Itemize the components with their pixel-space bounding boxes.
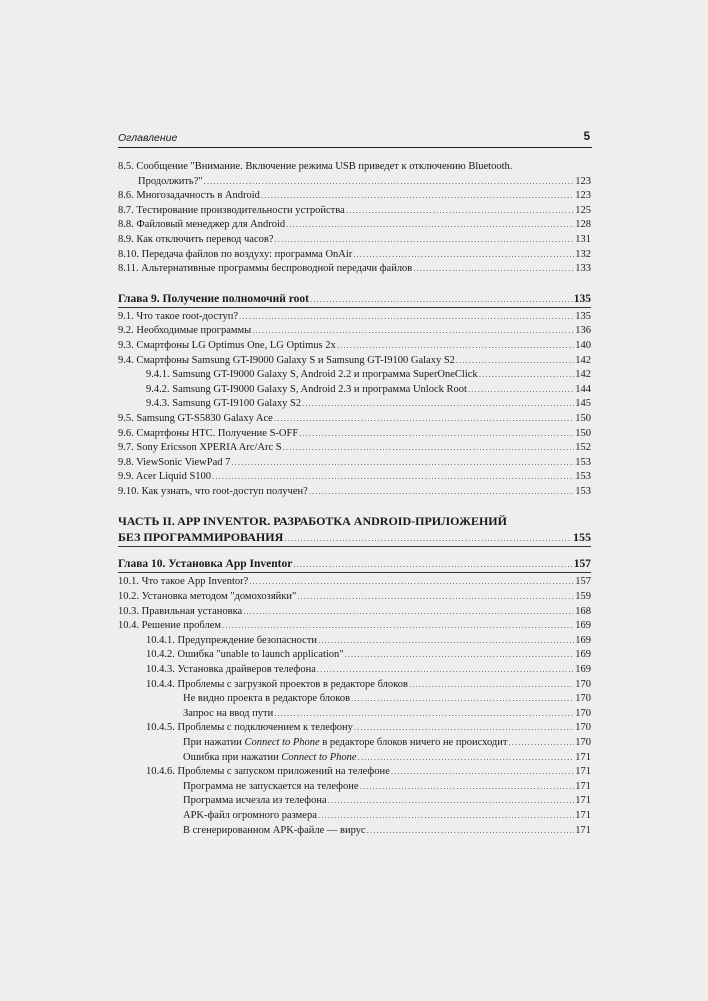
toc-subentry[interactable]: 10.4.5. Проблемы с подключением к телефону ..... 170 — [118, 721, 591, 736]
toc-subentry[interactable]: 10.4.6. Проблемы с запуском приложений на телефоне ..... 171 — [118, 765, 591, 780]
toc-entry[interactable]: 10.2. Установка методом "домохозяйки" ..... 159 — [118, 590, 591, 605]
toc-entry[interactable]: 8.11. Альтернативные программы беспроводной передачи файлов ..... 133 — [118, 262, 591, 277]
chapter-heading[interactable]: Глава 10. Установка App Inventor ..... 157 — [118, 556, 591, 573]
toc-entry[interactable]: 9.2. Необходимые программы ..... 136 — [118, 324, 591, 339]
toc-entry[interactable]: 8.8. Файловый менеджер для Android ..... 128 — [118, 218, 591, 233]
toc-entry[interactable]: 10.3. Правильная установка ..... 168 — [118, 605, 591, 620]
toc-subsubentry[interactable]: В сгенерированном APK-файле — вирус ..... 171 — [118, 824, 591, 839]
toc-entry[interactable]: 9.3. Смартфоны LG Optimus One, LG Optimus 2x ..... 140 — [118, 339, 591, 354]
toc-entry[interactable]: 9.9. Acer Liquid S100 ..... 153 — [118, 470, 591, 485]
toc-entry[interactable]: Продолжить?" ..... 123 — [118, 175, 591, 190]
toc-entry[interactable]: 9.7. Sony Ericsson XPERIA Arc/Arc S ..... 152 — [118, 441, 591, 456]
toc-subsubentry[interactable]: Ошибка при нажатии Connect to Phone ..... 171 — [118, 751, 591, 766]
toc-entry[interactable]: 9.10. Как узнать, что root-доступ получен? ..... 153 — [118, 485, 591, 500]
toc-subentry[interactable]: 9.4.3. Samsung GT-I9100 Galaxy S2 ..... 145 — [118, 397, 591, 412]
toc-subentry[interactable]: 10.4.2. Ошибка "unable to launch application" ..... 169 — [118, 648, 591, 663]
page-number: 5 — [583, 131, 590, 143]
toc-entry[interactable]: 9.6. Смартфоны HTC. Получение S-OFF ..... 150 — [118, 427, 591, 442]
toc-entry[interactable]: 9.8. ViewSonic ViewPad 7 ..... 153 — [118, 456, 591, 471]
toc-subentry[interactable]: 9.4.2. Samsung GT-I9000 Galaxy S, Android 2.3 и программа Unlock Root ..... 144 — [118, 383, 591, 398]
toc-entry[interactable]: 10.1. Что такое App Inventor? ..... 157 — [118, 575, 591, 590]
toc-entry[interactable]: 8.6. Многозадачность в Android ..... 123 — [118, 189, 591, 204]
section-title: Оглавление — [118, 132, 178, 144]
toc-entry[interactable]: 9.4. Смартфоны Samsung GT-I9000 Galaxy S и Samsung GT-I9100 Galaxy S2 ..... 142 — [118, 354, 591, 369]
toc-subentry[interactable]: 10.4.3. Установка драйверов телефона ..... 169 — [118, 663, 591, 678]
toc-subsubentry[interactable]: Не видно проекта в редакторе блоков ..... 170 — [118, 692, 591, 707]
toc-subsubentry[interactable]: При нажатии Connect to Phone в редакторе блоков ничего не происходит ..... 170 — [118, 736, 591, 751]
toc-entry[interactable]: 8.7. Тестирование производительности устройства ..... 125 — [118, 204, 591, 219]
part-heading-continued[interactable]: БЕЗ ПРОГРАММИРОВАНИЯ ..... 155 — [118, 529, 591, 547]
toc-subsubentry[interactable]: Программа исчезла из телефона ..... 171 — [118, 794, 591, 809]
chapter-heading[interactable]: Глава 9. Получение полномочий root ..... 135 — [118, 291, 591, 308]
toc-entry[interactable]: 9.1. Что такое root-доступ? ..... 135 — [118, 310, 591, 325]
toc-entry[interactable]: 8.9. Как отключить перевод часов? ..... 131 — [118, 233, 591, 248]
table-of-contents — [118, 160, 591, 838]
toc-subentry[interactable]: 10.4.4. Проблемы с загрузкой проектов в редакторе блоков ..... 170 — [118, 678, 591, 693]
toc-subsubentry[interactable]: Программа не запускается на телефоне ..... 171 — [118, 780, 591, 795]
toc-subsubentry[interactable]: APK-файл огромного размера ..... 171 — [118, 809, 591, 824]
running-header — [118, 131, 592, 148]
part-heading[interactable]: ЧАСТЬ II. APP INVENTOR. РАЗРАБОТКА ANDROID-ПРИЛОЖЕНИЙ — [118, 514, 507, 529]
toc-entry[interactable]: 8.10. Передача файлов по воздуху: программа OnAir ..... 132 — [118, 248, 591, 263]
toc-subentry[interactable]: 10.4.1. Предупреждение безопасности ..... 169 — [118, 634, 591, 649]
toc-entry[interactable]: 8.5. Сообщение "Внимание. Включение режима USB приведет к отключению Bluetooth. — [118, 161, 513, 172]
toc-subentry[interactable]: 9.4.1. Samsung GT-I9000 Galaxy S, Android 2.2 и программа SuperOneClick ..... 142 — [118, 368, 591, 383]
toc-entry[interactable]: 9.5. Samsung GT-S5830 Galaxy Ace ..... 150 — [118, 412, 591, 427]
toc-entry[interactable]: 10.4. Решение проблем ..... 169 — [118, 619, 591, 634]
toc-subsubentry[interactable]: Запрос на ввод пути ..... 170 — [118, 707, 591, 722]
